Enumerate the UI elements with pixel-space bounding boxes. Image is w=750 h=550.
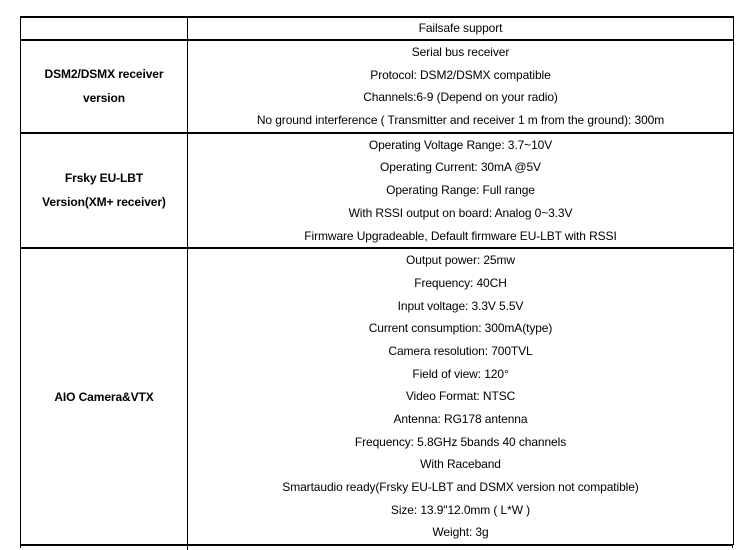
spec-items-cell [188, 248, 734, 544]
spec-item: Field of view: 120° [412, 366, 509, 381]
table-header-row [21, 17, 734, 40]
spec-items-cell [188, 133, 734, 248]
spec-item: Camera resolution: 700TVL [388, 343, 533, 358]
header-category-cell [21, 17, 188, 40]
column-divider [187, 546, 188, 550]
spec-item: With RSSI output on board: Analog 0~3.3V [348, 205, 573, 220]
spec-item: Smartaudio ready(Frsky EU-LBT and DSMX version not compatible) [282, 480, 639, 495]
spec-item: Operating Range: Full range [386, 183, 535, 198]
category-cell [21, 133, 188, 248]
spec-item: Protocol: DSM2/DSMX compatible [370, 67, 551, 82]
spec-item: Output power: 25mw [406, 253, 515, 268]
category-line: version [83, 91, 125, 106]
spec-item: Channels:6-9 (Depend on your radio) [363, 90, 558, 105]
spec-item: Firmware Upgradeable, Default firmware EU-LBT with RSSI [304, 228, 617, 243]
spec-item: Frequency: 40CH [414, 275, 507, 290]
spec-item: Size: 13.9"12.0mm ( L*W ) [390, 502, 531, 517]
spec-item: Operating Current: 30mA @5V [380, 160, 541, 175]
category-line: Frsky EU-LBT [64, 171, 144, 186]
spec-item: Frequency: 5.8GHz 5bands 40 channels [354, 434, 567, 449]
spec-item: Input voltage: 3.3V 5.5V [397, 298, 524, 313]
table-row-frsky-receiver [21, 133, 734, 248]
category-line: DSM2/DSMX receiver [44, 67, 164, 82]
spec-items-cell [188, 40, 734, 133]
category-line: AIO Camera&VTX [54, 389, 154, 404]
table-continuation-edge [20, 544, 733, 548]
category-cell [21, 248, 188, 544]
table-row-aio-camera-vtx [21, 248, 734, 544]
spec-item: Current consumption: 300mA(type) [368, 321, 553, 336]
category-line: Version(XM+ receiver) [42, 195, 166, 210]
spec-item: No ground interference ( Transmitter and receiver 1 m from the ground): 300m [256, 113, 665, 128]
header-feature-cell: Failsafe support [188, 17, 734, 40]
spec-item: Video Format: NTSC [405, 389, 516, 404]
spec-item: Antenna: RG178 antenna [393, 412, 528, 426]
table-row-dsm2-receiver [21, 40, 734, 133]
spec-item: Weight: 3g [432, 525, 489, 540]
spec-item: Operating Voltage Range: 3.7~10V [368, 137, 553, 152]
spec-item: With Raceband [420, 457, 501, 472]
spec-item: Serial bus receiver [411, 45, 510, 59]
category-cell [21, 40, 188, 133]
spec-table [20, 16, 734, 545]
